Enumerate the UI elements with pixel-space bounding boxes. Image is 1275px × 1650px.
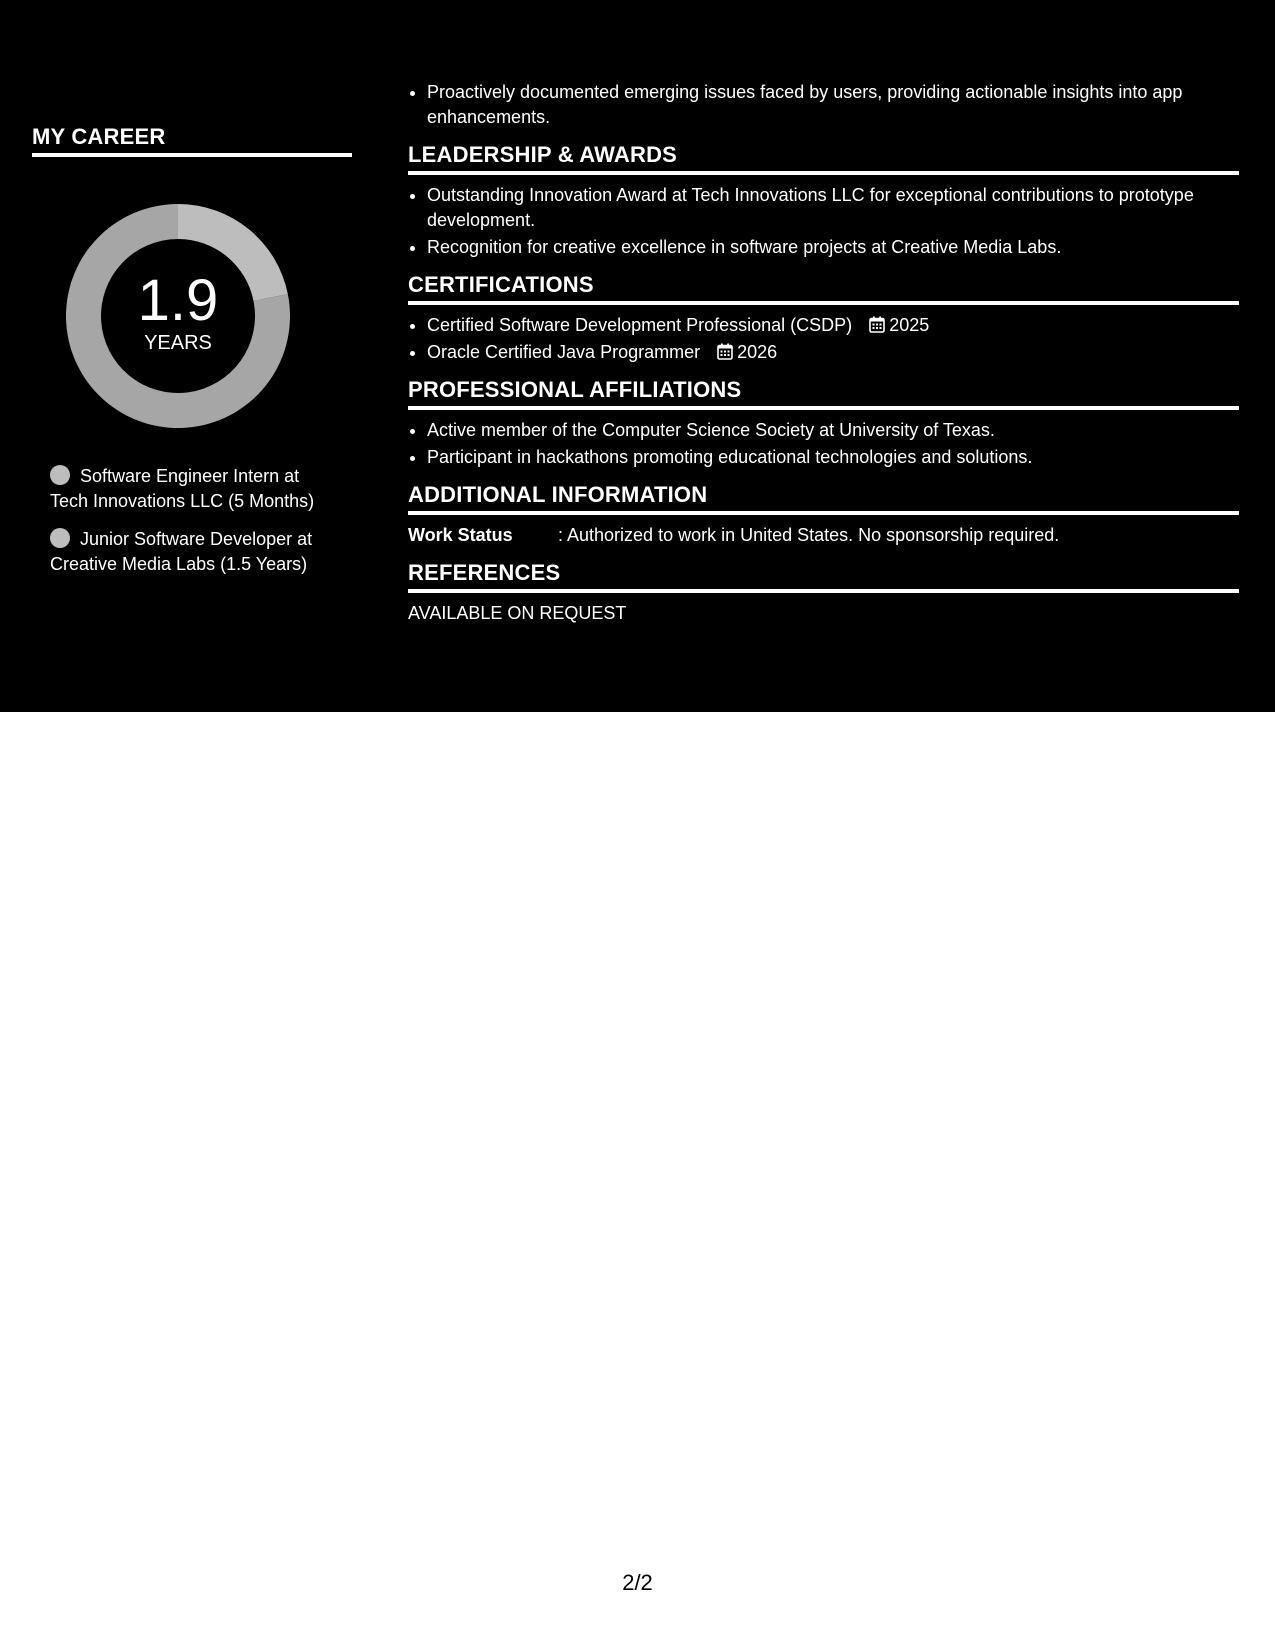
donut-center [66,204,290,428]
page-number: 2/2 [622,1570,653,1595]
leadership-bullet: • Outstanding Innovation Award at Tech Innovations LLC for exceptional contributions to prototype development. [427,183,1239,233]
references-title: REFERENCES [408,560,1239,593]
certifications-list [408,313,1239,365]
references-text: AVAILABLE ON REQUEST [408,603,627,623]
experience-tail-list [408,80,1239,130]
career-donut-chart [66,204,290,428]
certification-item [427,340,1239,365]
career-legend-label: Software Engineer Intern at Tech Innovations LLC (5 Months) [50,466,315,511]
work-status-label: Work Status [408,525,513,545]
main-column [408,80,1239,626]
affiliation-bullet: • Participant in hackathons promoting educational technologies and solutions. [427,445,1239,470]
legend-dot-icon [50,465,70,485]
leadership-title: LEADERSHIP & AWARDS [408,142,1239,175]
career-legend-item [50,464,332,513]
career-legend-item [50,527,332,576]
certifications-title: CERTIFICATIONS [408,272,1239,305]
calendar-icon [717,343,733,360]
career-sidebar [32,124,352,574]
career-legend [50,464,332,590]
affiliations-list [408,418,1239,470]
additional-info-title: ADDITIONAL INFORMATION [408,482,1239,515]
career-total-unit: YEARS [144,331,212,354]
leadership-list [408,183,1239,260]
certification-name: Certified Software Development Professional (CSDP) [427,315,853,335]
work-status-row [408,523,1239,548]
career-legend-label: Junior Software Developer at Creative Media Labs (1.5 Years) [50,529,313,574]
certification-name: Oracle Certified Java Programmer [427,342,701,362]
work-status-value: : Authorized to work in United States. No sponsorship required. [558,525,1060,545]
affiliations-title: PROFESSIONAL AFFILIATIONS [408,377,1239,410]
certification-item [427,313,1239,338]
certification-year: 2025 [889,315,930,335]
leadership-bullet: • Recognition for creative excellence in software projects at Creative Media Labs. [427,235,1239,260]
career-title: MY CAREER [32,124,352,157]
dark-content-band [0,0,1275,712]
career-total-years: 1.9 [137,267,219,333]
legend-dot-icon [50,528,70,548]
calendar-icon [869,316,885,333]
experience-bullet: • Proactively documented emerging issues faced by users, providing actionable insights into app enhancements. [427,80,1239,130]
certification-year: 2026 [737,342,778,362]
affiliation-bullet: • Active member of the Computer Science Society at University of Texas. [427,418,1239,443]
